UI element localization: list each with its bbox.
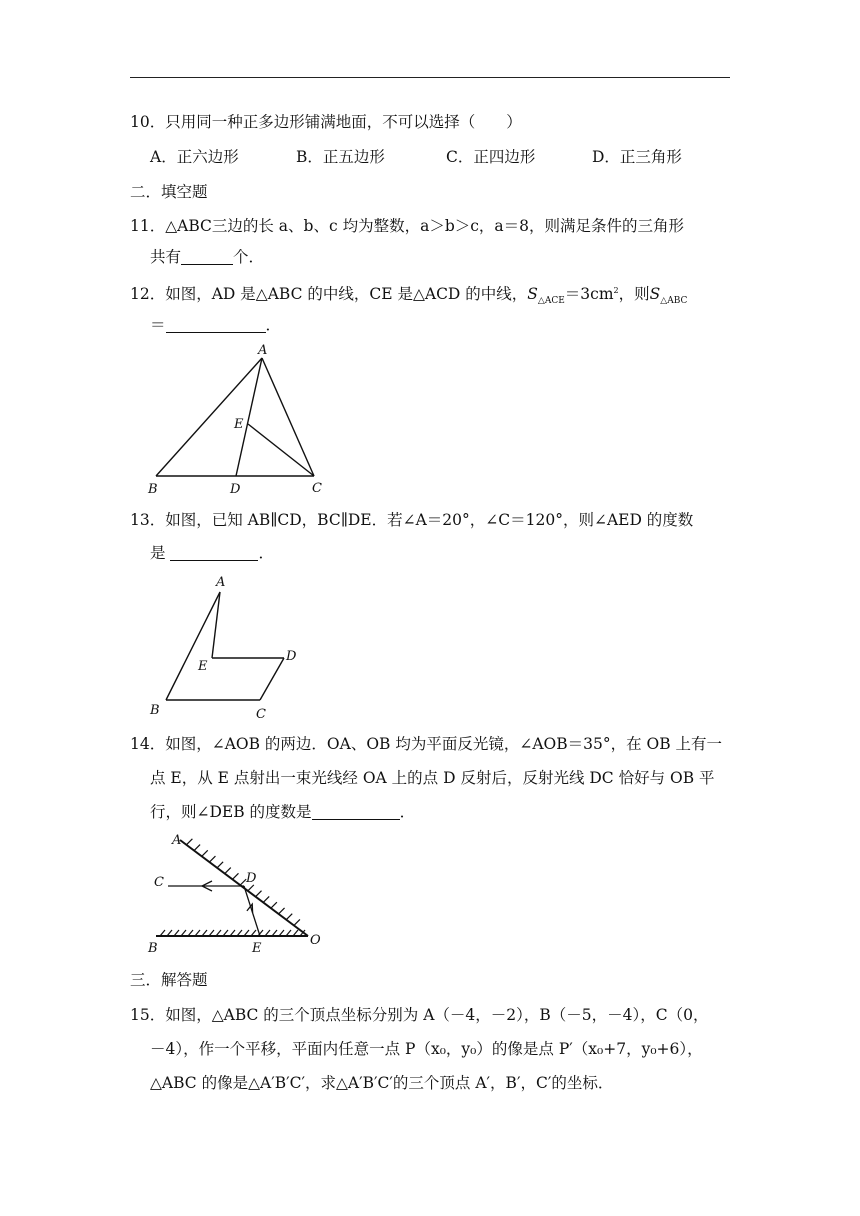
q12-label-c: C: [312, 481, 322, 496]
q10-option-b: B．正五边形: [296, 148, 385, 166]
q15-line2: －4），作一个平移，平面内任意一点 P（x₀，y₀）的像是点 P′（x₀+7，y₀+6），: [150, 1040, 703, 1058]
q15-line3: △ABC 的像是△A′B′C′，求△A′B′C′的三个顶点 A′，B′，C′的坐标．: [150, 1074, 614, 1092]
q11-text-end: 个．: [233, 248, 265, 266]
q14-text-end: ．: [399, 803, 416, 821]
q13-text-end: ．: [258, 544, 274, 562]
q12-line1: [130, 282, 687, 306]
q12-answer-blank: [166, 316, 266, 333]
q13-label-c: C: [256, 707, 266, 722]
q12-label-e: E: [234, 417, 244, 432]
q10-option-c: C．正四边形: [446, 148, 536, 166]
q14-line2: 点 E，从 E 点射出一束光线经 OA 上的点 D 反射后，反射光线 DC 恰好与 OB 平: [150, 769, 715, 787]
q12-s-abc: $S_{\triangle ABC}$: [649, 285, 688, 307]
mirror-oa-hatching: [186, 839, 300, 926]
q13-label-a: A: [216, 575, 226, 590]
q12-label-a: A: [258, 343, 268, 358]
q12-then: ，则: [618, 285, 650, 303]
q13-text: 是: [150, 544, 166, 562]
q12-label-d: D: [230, 482, 241, 497]
section-solve-title: 三．解答题: [130, 971, 208, 989]
q13-line2: [150, 541, 274, 563]
section-fill-in-title: 二．填空题: [130, 183, 208, 201]
q11-answer-blank: [181, 248, 233, 265]
q10-text: 10．只用同一种正多边形铺满地面，不可以选择（ ）: [130, 113, 522, 131]
q10-option-d: D．正三角形: [592, 148, 682, 166]
q13-label-b: B: [150, 703, 160, 718]
q13-parallel-figure: [140, 568, 320, 723]
q13-line1: 13．如图，已知 AB∥CD，BC∥DE．若∠A＝20°，∠C＝120°，则∠AED 的度数: [130, 511, 694, 529]
q12-area-value: ＝3cm: [564, 285, 614, 303]
q14-line3: [150, 800, 415, 822]
q14-text: 行，则∠DEB 的度数是: [150, 803, 312, 821]
q12-s-ace: $S_{\triangle ACE}$: [527, 285, 565, 307]
q13-label-e: E: [198, 659, 208, 674]
q12-unit-exponent: 2: [613, 285, 619, 295]
q13-label-d: D: [286, 649, 297, 664]
q15-line1: 15．如图，△ABC 的三个顶点坐标分别为 A（－4，－2），B（－5，－4），C（0，: [130, 1006, 709, 1024]
q14-line1: 14．如图，∠AOB 的两边．OA、OB 均为平面反光镜，∠AOB＝35°，在 OB 上有一: [130, 735, 723, 753]
q10-option-a: A．正六边形: [150, 148, 239, 166]
q13-answer-blank: [170, 544, 258, 561]
q11-text: 共有: [150, 248, 182, 266]
q14-label-o: O: [310, 933, 321, 948]
q11-line1: 11．△ABC三边的长 a、b、c 均为整数，a＞b＞c，a＝8，则满足条件的三角形: [130, 217, 685, 235]
q14-answer-blank: [312, 803, 400, 820]
q12-triangle-figure: [140, 338, 340, 498]
q14-label-a: A: [172, 833, 182, 848]
header-rule: [130, 77, 730, 78]
q12-equals: ＝: [150, 316, 166, 334]
q14-label-d: D: [246, 871, 257, 886]
q14-mirror-figure: [140, 826, 340, 956]
q14-label-c: C: [154, 875, 164, 890]
q14-label-b: B: [148, 941, 158, 956]
q12-label-b: B: [148, 482, 158, 497]
q11-line2: [150, 245, 264, 267]
q14-label-e: E: [252, 941, 262, 956]
q12-line2: [150, 313, 281, 335]
q12-text-end: ．: [265, 316, 282, 334]
q12-text: 12．如图，AD 是△ABC 的中线，CE 是△ACD 的中线，: [130, 285, 528, 303]
